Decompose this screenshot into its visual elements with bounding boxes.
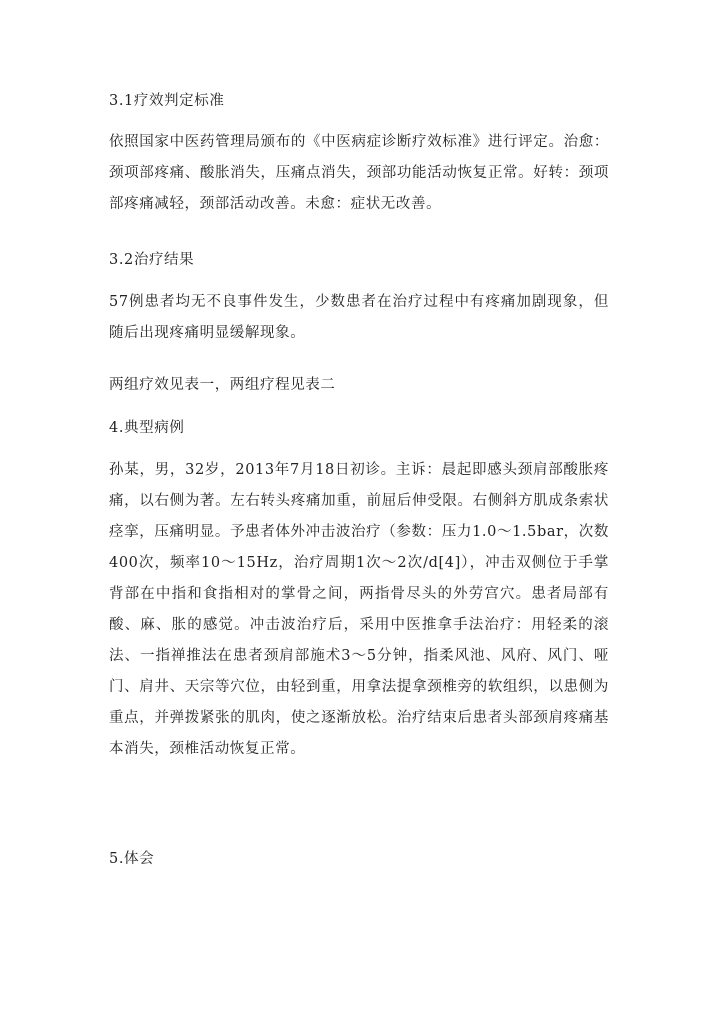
section-5-heading: 5.体会: [109, 851, 155, 867]
section-3-1-heading: 3.1疗效判定标准: [109, 93, 225, 109]
section-3-2-body: 57例患者均无不良事件发生，少数患者在治疗过程中有疼痛加剧现象，但随后出现疼痛明显缓解现象。: [109, 294, 609, 341]
section-4-body: 孙某，男，32岁，2013年7月18日初诊。主诉：晨起即感头颈肩部酸胀疼痛，以右侧为著。左右转头疼痛加重，前屈后伸受限。右侧斜方肌成条索状痉挛，压痛明显。予患者体外冲击波治疗（参数：压力1.0～1.5bar，次数400次，频率10～15Hz，治疗周期1次～2次/d[4]），冲击双侧位于手掌背部在中指和食指相对的掌骨之间，两指骨尽头的外劳宫穴。患者局部有酸、麻、胀的感觉。冲击波治疗后，采用中医推拿手法治疗：用轻柔的滚法、一指禅推法在患者颈肩部施术3～5分钟，指柔风池、风府、风门、哑门、肩井、天宗等穴位，由轻到重，用拿法提拿颈椎旁的软组织，以患侧为重点，并弹拨紧张的肌肉，使之逐渐放松。治疗结束后患者头部颈肩疼痛基本消失，颈椎活动恢复正常。: [109, 462, 609, 757]
section-4-heading: 4.典型病例: [109, 420, 185, 436]
table-reference-note: 两组疗效见表一，两组疗程见表二: [109, 377, 336, 393]
section-3-2-heading: 3.2治疗结果: [109, 252, 195, 268]
section-3-1-body: 依照国家中医药管理局颁布的《中医病症诊断疗效标准》进行评定。治愈：颈项部疼痛、酸胀消失，压痛点消失，颈部功能活动恢复正常。好转：颈项部疼痛减轻，颈部活动改善。未愈：症状无改善。: [109, 134, 609, 212]
